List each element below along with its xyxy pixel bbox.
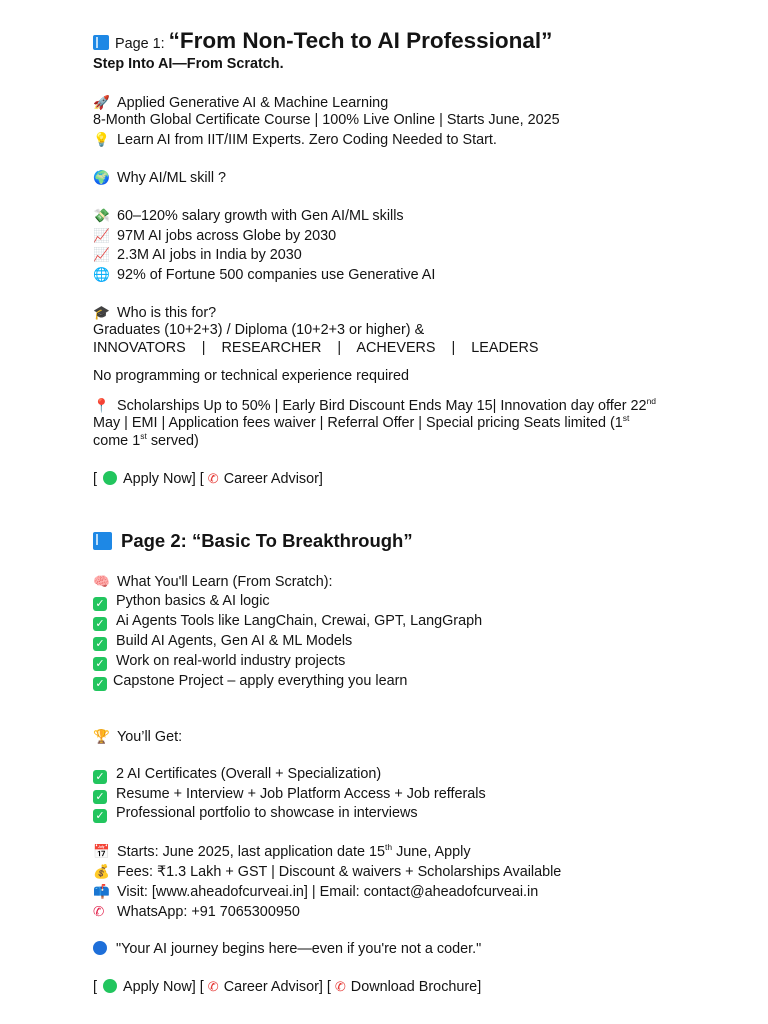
list-item: [93, 804, 418, 823]
fees-line: [93, 862, 561, 882]
telephone-receiver-icon: ✆: [93, 904, 105, 919]
who-heading-line: [93, 303, 216, 323]
visit-separator: ] | Email:: [303, 884, 364, 900]
check-mark-button-icon: ✓: [93, 809, 107, 823]
graduation-cap-icon: 🎓: [93, 305, 110, 320]
why-heading: Why AI/ML skill ?: [117, 170, 227, 186]
light-bulb-icon: 💡: [93, 132, 110, 147]
website-link[interactable]: www.aheadofcurveai.in: [155, 884, 304, 900]
whatsapp-line: [93, 902, 300, 922]
globe-with-meridians-icon: 🌐: [93, 267, 110, 282]
get-item-text: Professional portfolio to showcase in interviews: [116, 805, 418, 821]
offers-text-2: May | EMI | Application fees waiver | Referral Offer | Special pricing Seats limited (1: [93, 415, 623, 431]
get-item-text: Resume + Interview + Job Platform Access + Job refferals: [116, 786, 486, 802]
check-mark-button-icon: ✓: [93, 790, 107, 804]
blue-book-icon: [93, 35, 109, 50]
career-advisor-link[interactable]: Career Advisor: [223, 471, 319, 487]
trophy-icon: 🏆: [93, 729, 110, 744]
offers-line-2: [93, 414, 629, 433]
chart-increasing-icon: 📈: [93, 247, 110, 262]
list-item: [93, 612, 482, 631]
learn-from-line: [93, 130, 497, 150]
learn-from: Learn AI from IIT/IIM Experts. Zero Coding Needed to Start.: [117, 132, 497, 148]
starts-sup: th: [385, 842, 393, 853]
visit-prefix: Visit: [: [117, 884, 156, 900]
offers-line-3: [93, 432, 199, 451]
starts-line: [93, 842, 471, 862]
page1-prefix: Page 1:: [115, 36, 169, 52]
offers-text-1: Scholarships Up to 50% | Early Bird Discount Ends May 15| Innovation day offer 22: [117, 398, 647, 414]
check-mark-button-icon: ✓: [93, 677, 107, 691]
course-name: Applied Generative AI & Machine Learning: [117, 95, 389, 111]
course-name-line: [93, 93, 388, 113]
starts-text: Starts: June 2025, last application date 15: [117, 844, 386, 860]
stat-item: [93, 265, 435, 285]
page1-cta-row: [ Apply Now] [ ✆ Career Advisor]: [93, 471, 323, 487]
rocket-icon: 🚀: [93, 95, 110, 110]
learn-item-text: Ai Agents Tools like LangChain, Crewai, GPT, LangGraph: [116, 613, 483, 629]
mailbox-icon: 📫: [93, 884, 110, 899]
list-item: [93, 765, 381, 784]
telephone-receiver-icon: ✆: [207, 979, 219, 994]
check-mark-button-icon: ✓: [93, 657, 107, 671]
telephone-receiver-icon: ✆: [334, 979, 346, 994]
offers-line-1: [93, 396, 656, 416]
why-heading-line: [93, 168, 226, 188]
green-circle-icon: [103, 979, 117, 993]
brain-icon: 🧠: [93, 574, 110, 589]
offers-text-3a: come 1: [93, 433, 141, 449]
blue-book-icon: [93, 532, 112, 550]
stat-text: 92% of Fortune 500 companies use Generative AI: [117, 267, 436, 283]
who-line-1: Graduates (10+2+3) / Diploma (10+2+3 or higher) &: [93, 322, 425, 338]
list-item: [93, 652, 345, 671]
offers-sup-3: st: [140, 431, 147, 442]
blue-circle-icon: [93, 941, 107, 955]
stat-item: [93, 206, 404, 226]
chart-increasing-icon: 📈: [93, 228, 110, 243]
download-brochure-link[interactable]: Download Brochure: [350, 979, 478, 995]
quote-line: [93, 940, 481, 959]
list-item: [93, 632, 352, 651]
learn-item-text: Work on real-world industry projects: [116, 653, 346, 669]
course-details: 8-Month Global Certificate Course | 100% Live Online | Starts June, 2025: [93, 112, 560, 128]
who-line-2: INNOVATORS | RESEARCHER | ACHEVERS | LEADERS: [93, 340, 539, 356]
no-experience: No programming or technical experience required: [93, 368, 409, 384]
list-item: [93, 785, 486, 804]
whatsapp-text: WhatsApp: +91 7065300950: [117, 904, 300, 920]
career-advisor-link[interactable]: Career Advisor: [223, 979, 319, 995]
list-item: [93, 592, 270, 611]
stat-text: 97M AI jobs across Globe by 2030: [117, 228, 337, 244]
globe-icon: 🌍: [93, 170, 110, 185]
telephone-receiver-icon: ✆: [207, 471, 219, 486]
money-bag-icon: 💰: [93, 864, 110, 879]
check-mark-button-icon: ✓: [93, 770, 107, 784]
learn-item-text: Build AI Agents, Gen AI & ML Models: [116, 633, 353, 649]
learn-item-text: Capstone Project – apply everything you learn: [113, 673, 408, 689]
page2-title: Page 2: “Basic To Breakthrough”: [121, 530, 413, 551]
email-link[interactable]: contact@aheadofcurveai.in: [363, 884, 539, 900]
page2-cta-row: [ Apply Now] [ ✆ Career Advisor] [ ✆ Download Brochure]: [93, 979, 482, 995]
page1-title: “From Non-Tech to AI Professional”: [168, 28, 553, 53]
fees-text: Fees: ₹1.3 Lakh + GST | Discount & waivers + Scholarships Available: [117, 864, 562, 880]
get-item-text: 2 AI Certificates (Overall + Specialization): [116, 766, 382, 782]
green-circle-icon: [103, 471, 117, 485]
apply-now-link[interactable]: Apply Now: [123, 979, 192, 995]
check-mark-button-icon: ✓: [93, 637, 107, 651]
stat-text: 60–120% salary growth with Gen AI/ML skills: [117, 208, 404, 224]
page2-title-line: [93, 531, 413, 553]
who-heading: Who is this for?: [117, 305, 217, 321]
list-item: [93, 672, 407, 691]
apply-now-link[interactable]: Apply Now: [123, 471, 192, 487]
offers-sup-2: st: [622, 413, 630, 424]
offers-sup-1: nd: [646, 396, 657, 407]
money-with-wings-icon: 💸: [93, 208, 110, 223]
round-pushpin-icon: 📍: [93, 398, 110, 413]
learn-heading: What You'll Learn (From Scratch):: [117, 574, 333, 590]
learn-heading-line: [93, 572, 333, 592]
page1-subtitle: Step Into AI—From Scratch.: [93, 56, 284, 72]
stat-item: [93, 245, 302, 265]
starts-text-b: June, Apply: [392, 844, 471, 860]
learn-item-text: Python basics & AI logic: [116, 593, 270, 609]
get-heading-line: [93, 727, 182, 747]
check-mark-button-icon: ✓: [93, 597, 107, 611]
stat-item: [93, 226, 336, 246]
stat-text: 2.3M AI jobs in India by 2030: [117, 247, 302, 263]
quote-text: "Your AI journey begins here—even if you're not a coder.": [116, 941, 482, 957]
get-heading: You’ll Get:: [117, 729, 183, 745]
check-mark-button-icon: ✓: [93, 617, 107, 631]
page1-title-line: [93, 28, 553, 54]
visit-line: [93, 882, 538, 902]
calendar-icon: 📅: [93, 844, 110, 859]
offers-text-3b: served): [146, 433, 199, 449]
